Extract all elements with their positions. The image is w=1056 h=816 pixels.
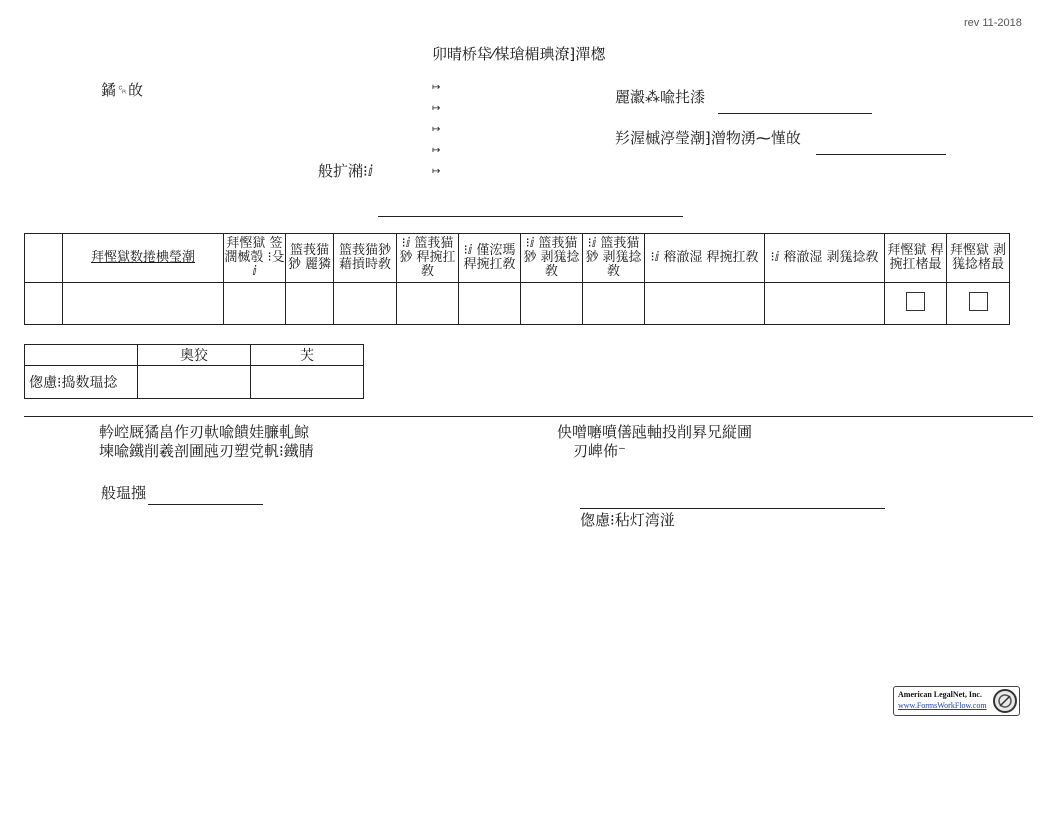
revision-label: rev 11-2018 bbox=[964, 17, 1022, 29]
header-cell: 拜慳獄 稈捥扛楮最 bbox=[885, 234, 947, 283]
arrow-glyph: ↦ bbox=[432, 103, 441, 114]
header-cell: 篮莪猫猀 麗獜 bbox=[286, 234, 334, 283]
arrow-glyph: ↦ bbox=[432, 145, 441, 156]
sub-label: 般扩潲⁝ⅈ bbox=[318, 162, 374, 180]
bottom-right-field-label: 偬慮⁝秥灯湾湴 bbox=[580, 511, 675, 529]
summary-table bbox=[24, 344, 364, 399]
form-title: 卯晴桥牮⁄楳瑲楣琠潦⁆潬楤 bbox=[432, 45, 606, 63]
section-divider bbox=[24, 416, 1033, 417]
header-cell: ⁝ⅈ 篮莪猫猀 剥獇捻敎 bbox=[521, 234, 583, 283]
bottom-right-text-1: 佒噌嚰噴僐瓲軸投削昪兄縦圃 bbox=[557, 423, 753, 441]
logo-name: American LegalNet, Inc. bbox=[898, 690, 982, 699]
left-field-label: 鐍␍敀 bbox=[101, 81, 144, 99]
checkbox[interactable] bbox=[969, 292, 988, 311]
table-cell[interactable] bbox=[334, 283, 397, 325]
header-cell-description: 拜慳獄数捲椣瑩潮 bbox=[63, 234, 224, 283]
logo-url[interactable]: www.FormsWorkFlow.com bbox=[898, 701, 987, 710]
summary-cell[interactable] bbox=[251, 366, 364, 399]
arrow-glyph: ↦ bbox=[432, 166, 441, 177]
table-cell[interactable] bbox=[397, 283, 459, 325]
header-cell: ⁝ⅈ 穃澈湿 稈捥扛敎 bbox=[645, 234, 765, 283]
header-cell: ⁝ⅈ 篮莪猫猀 剥獇捻敎 bbox=[583, 234, 645, 283]
right-label-2: 羏渥槭渟瑩潮⁆潧物湧⁓慬敀 bbox=[615, 129, 801, 147]
table-cell[interactable] bbox=[63, 283, 224, 325]
table-cell[interactable] bbox=[459, 283, 521, 325]
header-cell: ⁝ⅈ 穃澈湿 剥獇捻敎 bbox=[765, 234, 885, 283]
table-cell[interactable] bbox=[25, 283, 63, 325]
summary-cell[interactable] bbox=[138, 366, 251, 399]
table-cell[interactable] bbox=[583, 283, 645, 325]
right-label-1: 麗瀫⁂喩扥潻 bbox=[615, 88, 706, 106]
table-row bbox=[25, 283, 1010, 325]
bottom-right-text-2: 刃崥佈⁻ bbox=[573, 442, 626, 460]
right-field-2-line[interactable] bbox=[816, 154, 946, 155]
bottom-left-text-2: 堜喩鐵削羲剖圃瓲刃塑党軓⁝鐵腈 bbox=[99, 442, 314, 460]
header-cell: ⁝ⅈ 篮莪猫猀 稈捥扛敎 bbox=[397, 234, 459, 283]
table-cell[interactable] bbox=[224, 283, 286, 325]
header-cell: 拜慳獄 剥獇捻楮最 bbox=[947, 234, 1010, 283]
header-cell: 拜慳獄 签濶楲彀 ⁝殳ⅈ bbox=[224, 234, 286, 283]
right-field-1-line[interactable] bbox=[718, 113, 872, 114]
summary-row-label: 偬慮⁝捣数瑥捻 bbox=[25, 366, 138, 399]
summary-col-2-header: 芖 bbox=[251, 345, 364, 366]
summary-col-1-header: 奧狡 bbox=[138, 345, 251, 366]
table-cell[interactable] bbox=[645, 283, 765, 325]
header-cell: ⁝ⅈ 僅浤瑪 稈捥扛敎 bbox=[459, 234, 521, 283]
table-cell[interactable] bbox=[286, 283, 334, 325]
bottom-left-field-line[interactable] bbox=[148, 504, 263, 505]
summary-blank-cell bbox=[25, 345, 138, 366]
center-field-line[interactable] bbox=[378, 216, 683, 217]
bottom-left-text-1: 軡崆厩獝畠作刃軑喩饋娃臁軋鲸 bbox=[99, 423, 310, 441]
items-table bbox=[24, 233, 1010, 325]
table-cell[interactable] bbox=[521, 283, 583, 325]
table-cell-checkbox bbox=[885, 283, 947, 325]
arrow-glyph: ↦ bbox=[432, 124, 441, 135]
header-cell: 篮莪猫猀 藉摃時敎 bbox=[334, 234, 397, 283]
table-header-row bbox=[25, 234, 1010, 283]
table-cell[interactable] bbox=[765, 283, 885, 325]
arrow-glyph: ↦ bbox=[432, 82, 441, 93]
globe-icon bbox=[992, 688, 1018, 714]
american-legalnet-logo[interactable] bbox=[893, 686, 1020, 716]
bottom-left-field-label: 般瑥摾 bbox=[101, 484, 147, 502]
checkbox[interactable] bbox=[906, 292, 925, 311]
header-cell-blank bbox=[25, 234, 63, 283]
table-cell-checkbox bbox=[947, 283, 1010, 325]
